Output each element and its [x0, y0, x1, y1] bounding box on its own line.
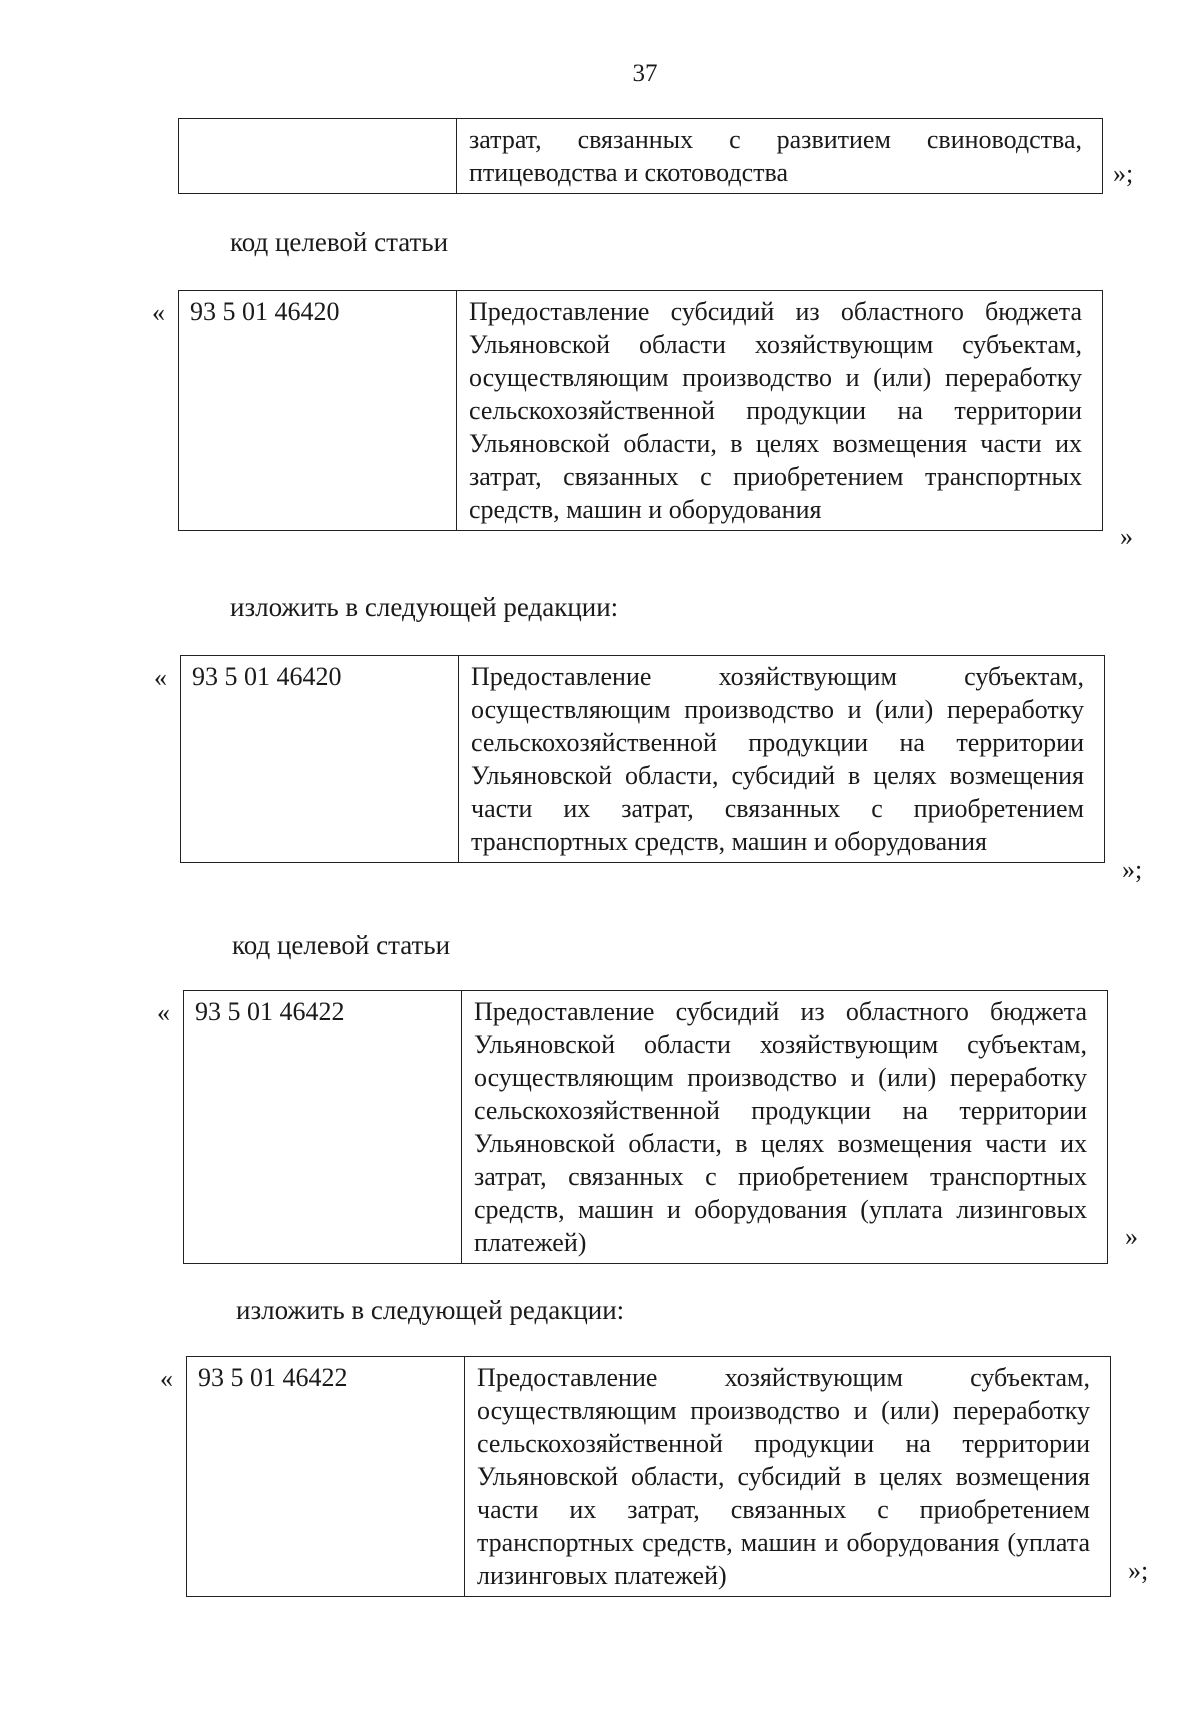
- code-cell: 93 5 01 46422: [184, 991, 462, 1264]
- closing-quote: »;: [1122, 855, 1143, 884]
- closing-quote: »: [1120, 522, 1133, 551]
- closing-quote: »: [1125, 1222, 1138, 1251]
- closing-quote: »;: [1113, 159, 1134, 188]
- entry-block-new-46420: [154, 655, 1143, 884]
- table-fragment-top: [178, 118, 1134, 194]
- phrase-restate: изложить в следующей редакции:: [236, 1295, 625, 1325]
- code-cell: 93 5 01 46420: [181, 656, 459, 863]
- opening-quote: «: [160, 1364, 173, 1393]
- closing-quote: »;: [1128, 1556, 1149, 1585]
- entry-block-old-46420: [152, 290, 1133, 551]
- entry-block-old-46422: [157, 990, 1138, 1264]
- table-row: [181, 656, 1105, 863]
- table: [180, 655, 1105, 863]
- page-number: 37: [632, 60, 658, 87]
- description-cell: Предоставление хозяйствующим субъектам, осуществляющим производство и (или) переработку сельскохозяйственной продукции на территории Ульяновской области, субсидий в целях возмещения части их затрат, связанных с приобретением транспортных средств, машин и оборудования (уплата лизинговых платежей): [465, 1357, 1111, 1597]
- entry-block-new-46422: [160, 1356, 1149, 1597]
- table: [178, 290, 1103, 531]
- table-row: [184, 991, 1108, 1264]
- phrase-restate: изложить в следующей редакции:: [230, 592, 619, 622]
- description-cell: затрат, связанных с развитием свиноводства, птицеводства и скотоводства: [457, 119, 1103, 194]
- phrase-code-target: код целевой статьи: [232, 930, 451, 960]
- code-cell: 93 5 01 46420: [179, 291, 457, 531]
- opening-quote: «: [152, 298, 165, 327]
- description-cell: Предоставление хозяйствующим субъектам, осуществляющим производство и (или) переработку сельскохозяйственной продукции на территории Ульяновской области, субсидий в целях возмещения части их затрат, связанных с приобретением транспортных средств, машин и оборудования: [459, 656, 1105, 863]
- description-cell: Предоставление субсидий из областного бюджета Ульяновской области хозяйствующим субъектам, осуществляющим производство и (или) переработку сельскохозяйственной продукции на территории Ульяновской области, в целях возмещения части их затрат, связанных с приобретением транспортных средств, машин и оборудования: [457, 291, 1103, 531]
- table: [178, 118, 1103, 194]
- opening-quote: «: [154, 663, 167, 692]
- code-cell: [179, 119, 457, 194]
- opening-quote: «: [157, 998, 170, 1027]
- description-cell: Предоставление субсидий из областного бюджета Ульяновской области хозяйствующим субъектам, осуществляющим производство и (или) переработку сельскохозяйственной продукции на территории Ульяновской области, в целях возмещения части их затрат, связанных с приобретением транспортных средств, машин и оборудования (уплата лизинговых платежей): [462, 991, 1108, 1264]
- table-row: [179, 291, 1103, 531]
- table: [183, 990, 1108, 1264]
- phrase-code-target: код целевой статьи: [230, 227, 449, 257]
- code-cell: 93 5 01 46422: [187, 1357, 465, 1597]
- table-row: [179, 119, 1103, 194]
- table: [186, 1356, 1111, 1597]
- table-row: [187, 1357, 1111, 1597]
